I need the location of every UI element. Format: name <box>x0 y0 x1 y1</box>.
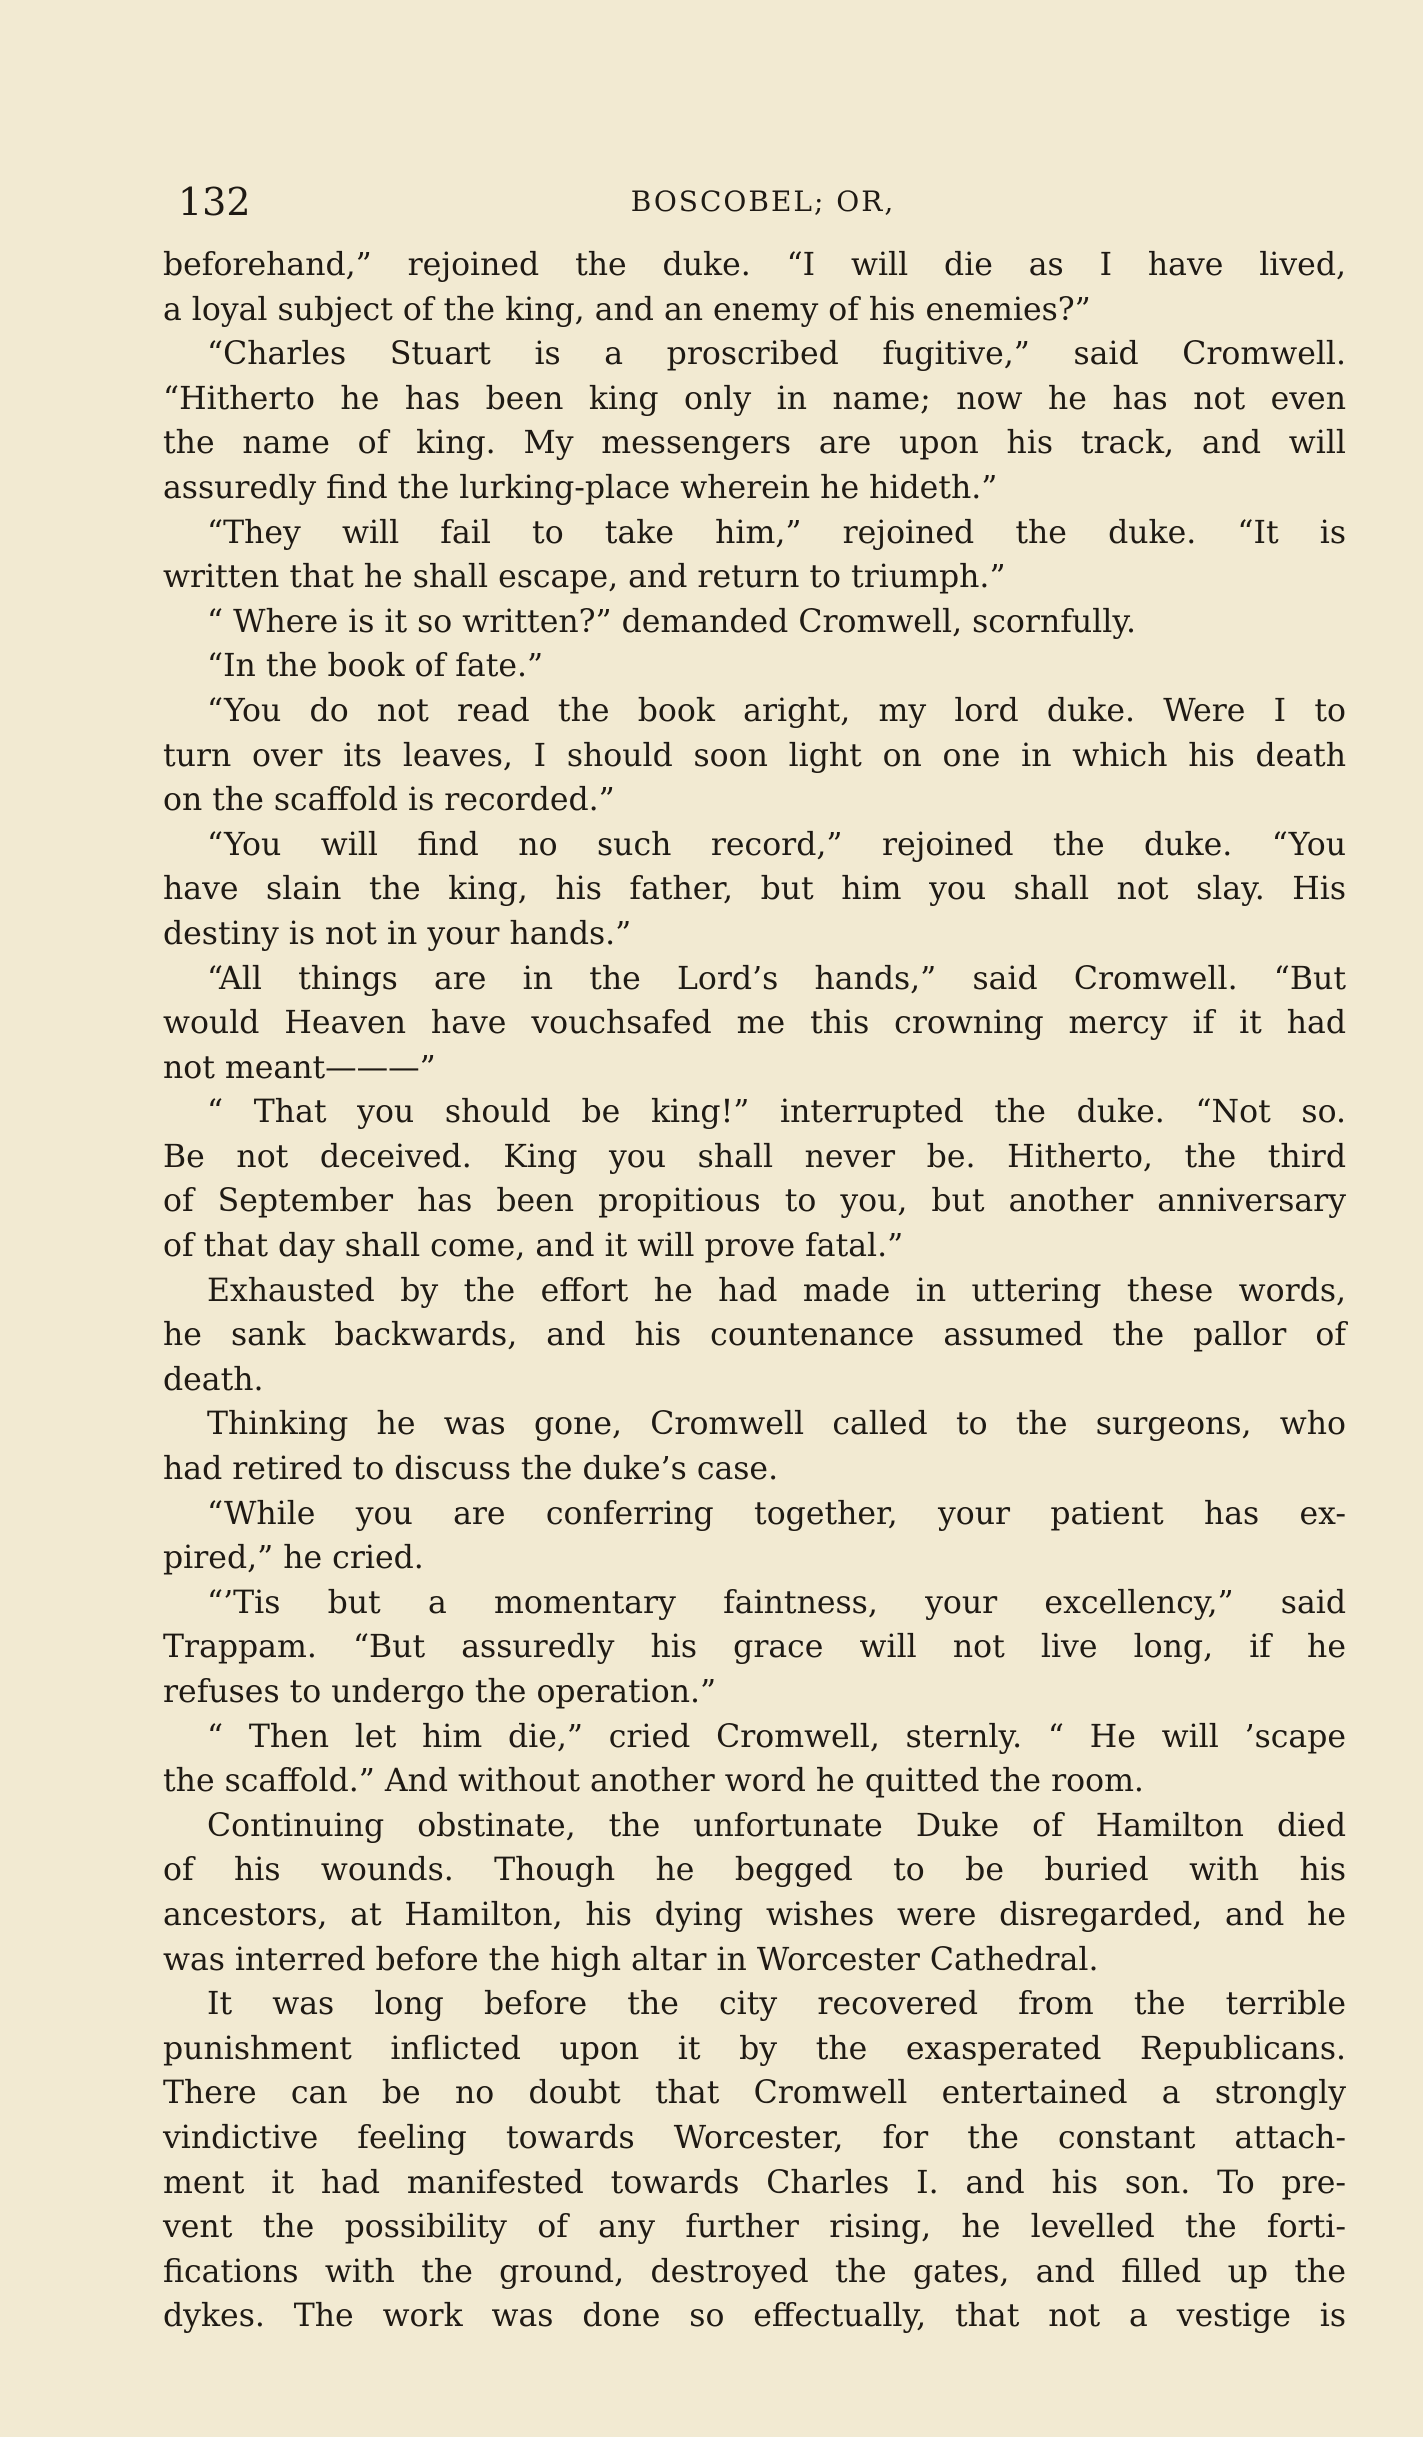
text-line: had retired to discuss the duke’s case. <box>163 1451 779 1488</box>
text-line: “ Then let him die,” cried Cromwell, sternly. “ He will ’scape <box>207 1718 1346 1755</box>
text-line: “All things are in the Lord’s hands,” said Cromwell. “But <box>207 960 1346 997</box>
text-line: a loyal subject of the king, and an enemy of his enemies?” <box>163 291 1091 328</box>
text-line: There can be no doubt that Cromwell entertained a strongly <box>163 2075 1346 2112</box>
text-line: dykes. The work was done so effectually, that not a vestige is <box>163 2298 1346 2335</box>
text-line: written that he shall escape, and return to triumph.” <box>163 559 1006 596</box>
text-line: vent the possibility of any further rising, he levelled the forti- <box>163 2209 1346 2246</box>
text-line: Continuing obstinate, the unfortunate Duke of Hamilton died <box>207 1807 1346 1844</box>
text-line: “’Tis but a momentary faintness, your excellency,” said <box>207 1584 1346 1621</box>
text-line: “You will find no such record,” rejoined the duke. “You <box>207 826 1346 863</box>
text-line: Trappam. “But assuredly his grace will not live long, if he <box>163 1629 1346 1666</box>
text-line: refuses to undergo the operation.” <box>163 1674 717 1710</box>
text-line: the name of king. My messengers are upon his track, and will <box>163 425 1346 462</box>
text-line: It was long before the city recovered from the terrible <box>207 1986 1346 2023</box>
text-line: “In the book of fate.” <box>207 648 544 685</box>
text-line: “Hitherto he has been king only in name; now he has not even <box>163 380 1346 417</box>
text-line: Exhausted by the effort he had made in uttering these words, <box>207 1272 1346 1309</box>
text-line: was interred before the high altar in Worcester Cathedral. <box>163 1941 1099 1978</box>
text-line: the scaffold.” And without another word he quitted the room. <box>163 1763 1144 1800</box>
page-number: 132 <box>178 180 251 224</box>
text-line: death. <box>163 1361 264 1398</box>
text-line: not meant———” <box>163 1049 436 1086</box>
running-title: BOSCOBEL; OR, <box>630 185 896 218</box>
text-line: Thinking he was gone, Cromwell called to the surgeons, who <box>207 1406 1346 1443</box>
text-line: “They will fail to take him,” rejoined the duke. “It is <box>207 514 1346 551</box>
text-line: “Charles Stuart is a proscribed fugitive,” said Cromwell. <box>207 336 1346 373</box>
text-line: of that day shall come, and it will prove fatal.” <box>163 1228 904 1265</box>
text-line: vindictive feeling towards Worcester, for the constant attach- <box>163 2119 1346 2156</box>
text-line: “ Where is it so written?” demanded Cromwell, scornfully. <box>207 603 1136 640</box>
text-line: on the scaffold is recorded.” <box>163 782 615 819</box>
text-line: of his wounds. Though he begged to be buried with his <box>163 1852 1346 1889</box>
text-line: destiny is not in your hands.” <box>163 915 632 952</box>
text-line: he sank backwards, and his countenance assumed the pallor of <box>163 1317 1346 1354</box>
text-line: have slain the king, his father, but him you shall not slay. His <box>163 871 1346 908</box>
text-line: turn over its leaves, I should soon light on one in which his death <box>163 737 1346 774</box>
text-line: Be not deceived. King you shall never be. Hitherto, the third <box>163 1138 1346 1175</box>
text-line: assuredly find the lurking-place wherein he hideth.” <box>163 469 998 506</box>
text-line: ment it had manifested towards Charles I. and his son. To pre- <box>163 2164 1346 2201</box>
text-line: “You do not read the book aright, my lord duke. Were I to <box>207 692 1346 729</box>
text-line: “ That you should be king!” interrupted the duke. “Not so. <box>207 1094 1346 1131</box>
text-line: of September has been propitious to you, but another anniversary <box>163 1183 1346 1220</box>
text-line: “While you are conferring together, your patient has ex- <box>207 1495 1346 1532</box>
text-line: would Heaven have vouchsafed me this crowning mercy if it had <box>163 1005 1346 1042</box>
body-text <box>163 243 1346 2339</box>
page-header <box>178 172 1348 232</box>
text-line: pired,” he cried. <box>163 1540 424 1577</box>
text-line: ancestors, at Hamilton, his dying wishes were disregarded, and he <box>163 1896 1346 1933</box>
text-line: beforehand,” rejoined the duke. “I will die as I have lived, <box>163 247 1346 283</box>
text-line: fications with the ground, destroyed the gates, and filled up the <box>163 2253 1346 2290</box>
text-line: punishment inflicted upon it by the exasperated Republicans. <box>163 2030 1346 2067</box>
